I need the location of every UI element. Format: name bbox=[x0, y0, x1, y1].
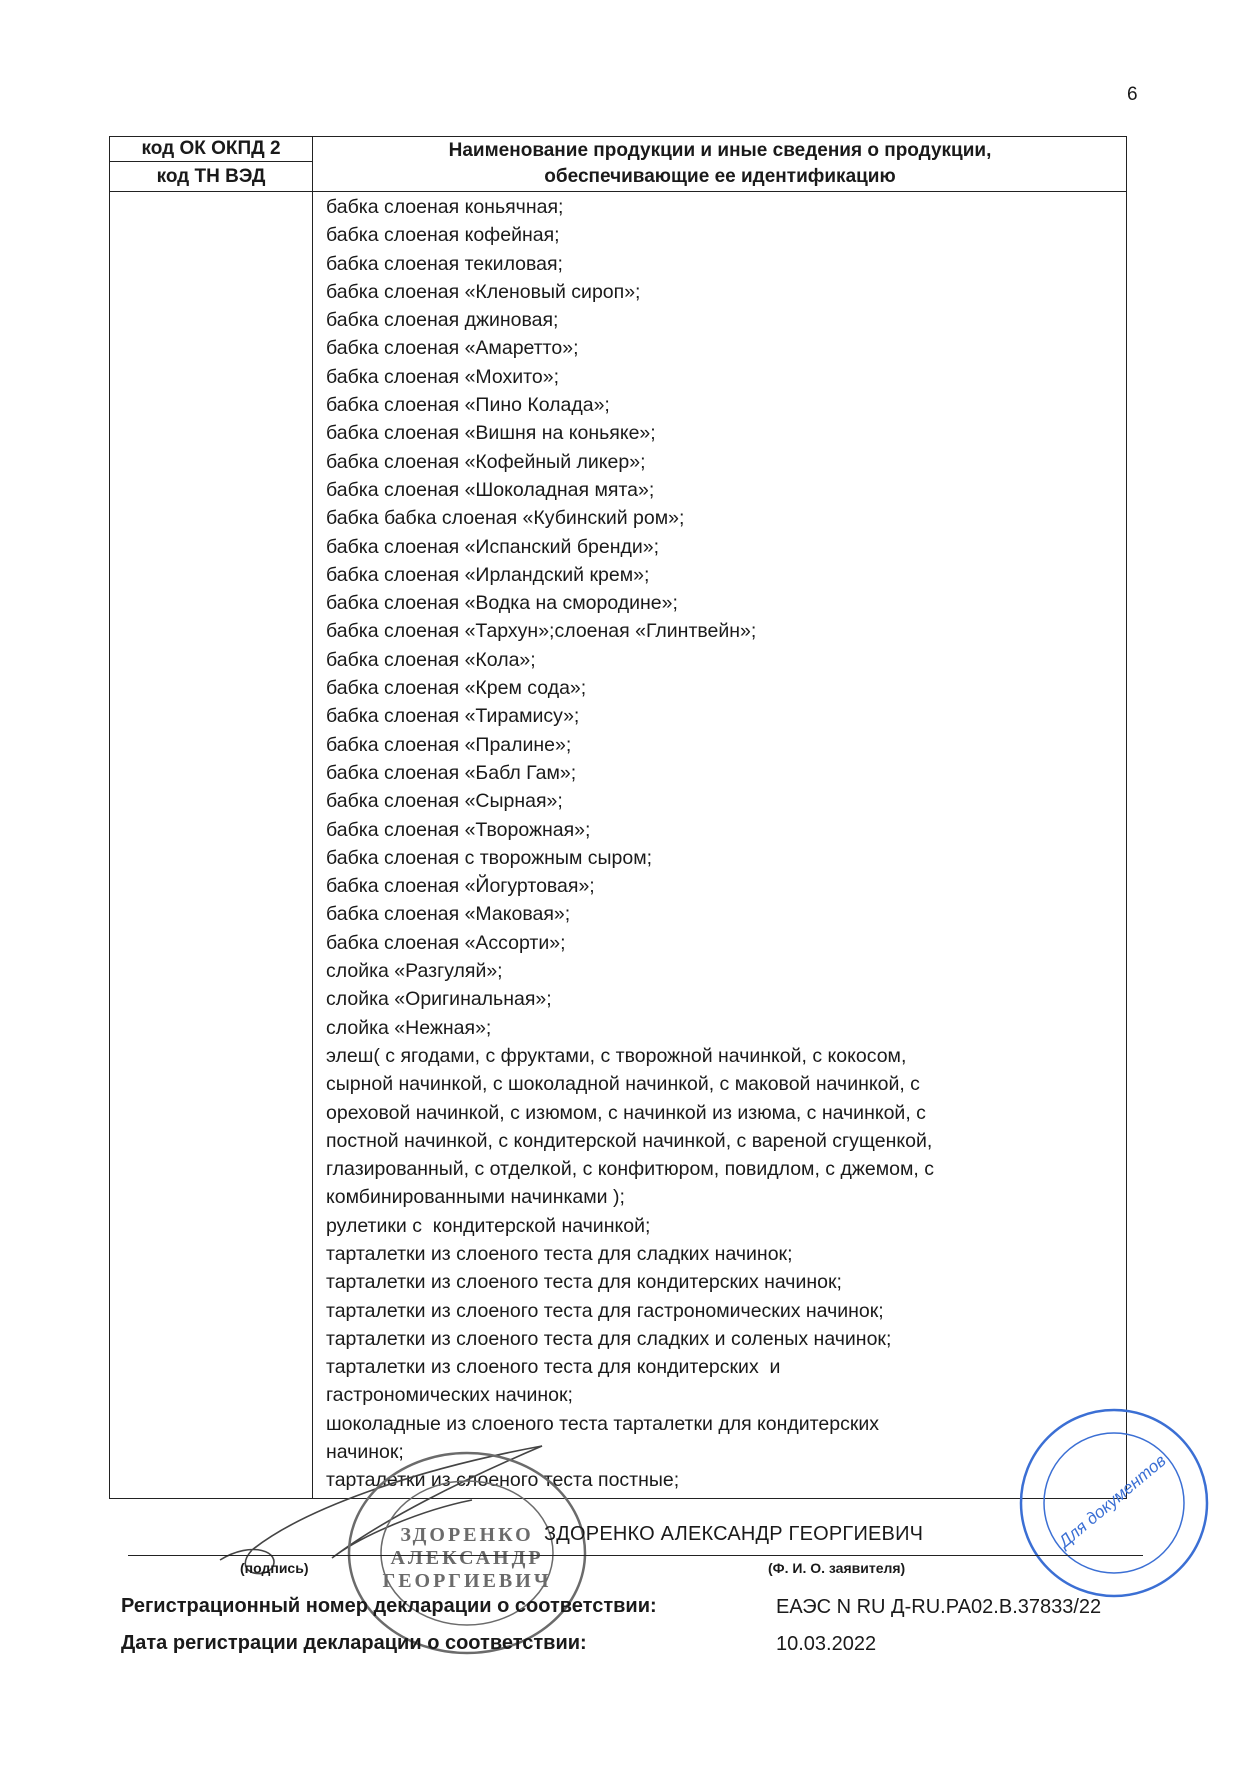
registration-date-value: 10.03.2022 bbox=[776, 1633, 877, 1655]
product-item: слойка «Разгуляй»; bbox=[326, 960, 503, 983]
registration-number-value: ЕАЭС N RU Д-RU.РА02.В.37833/22 bbox=[776, 1596, 1102, 1618]
product-item: бабка слоеная «Крем сода»; bbox=[326, 677, 587, 700]
product-item: бабка слоеная «Ассорти»; bbox=[326, 931, 566, 954]
header-bottom-border bbox=[110, 191, 1126, 192]
product-item: бабка слоеная «Мохито»; bbox=[326, 365, 559, 388]
header-product-name bbox=[314, 137, 1126, 191]
product-item: комбинированными начинками ); bbox=[326, 1186, 625, 1209]
signature-caption: (подпись) bbox=[240, 1560, 309, 1576]
svg-text:ЗДОРЕНКО: ЗДОРЕНКО bbox=[400, 1524, 534, 1546]
product-item: бабка слоеная кофейная; bbox=[326, 224, 560, 247]
product-item: бабка слоеная «Пралине»; bbox=[326, 733, 572, 756]
product-item: рулетики с кондитерской начинкой; bbox=[326, 1214, 651, 1237]
product-item: бабка слоеная «Тархун»;слоеная «Глинтвейн»; bbox=[326, 620, 757, 643]
product-table bbox=[109, 136, 1127, 1499]
product-item: бабка слоеная коньячная; bbox=[326, 196, 564, 218]
product-item: тарталетки из слоеного теста для кондитерских начинок; bbox=[326, 1271, 842, 1294]
product-item: гастрономических начинок; bbox=[326, 1384, 573, 1407]
product-item: бабка слоеная «Творожная»; bbox=[326, 818, 591, 841]
product-item: тарталетки из слоеного теста постные; bbox=[326, 1469, 680, 1492]
product-item: бабка слоеная джиновая; bbox=[326, 309, 559, 332]
product-item: бабка слоеная «Кофейный ликер»; bbox=[326, 450, 646, 473]
product-item: тарталетки из слоеного теста для кондитерских и bbox=[326, 1356, 781, 1379]
product-item: бабка слоеная «Шоколадная мята»; bbox=[326, 478, 655, 501]
svg-text:ГЕОРГИЕВИЧ: ГЕОРГИЕВИЧ bbox=[382, 1570, 552, 1592]
product-item: слойка «Нежная»; bbox=[326, 1016, 492, 1039]
product-item: глазированный, с отделкой, с конфитюром, повидлом, с джемом, с bbox=[326, 1158, 934, 1181]
name-caption: (Ф. И. О. заявителя) bbox=[768, 1560, 906, 1576]
product-item: бабка слоеная «Испанский бренди»; bbox=[326, 535, 660, 558]
registration-date-label: Дата регистрации декларации о соответствии: bbox=[121, 1632, 587, 1654]
product-item: бабка слоеная «Тирамису»; bbox=[326, 705, 580, 728]
header-product-name-line-2: обеспечивающие ее идентификацию bbox=[544, 166, 896, 187]
product-item: слойка «Оригинальная»; bbox=[326, 988, 552, 1011]
product-item: тарталетки из слоеного теста для гастрономических начинок; bbox=[326, 1299, 884, 1322]
product-item: бабка слоеная «Кленовый сироп»; bbox=[326, 280, 641, 303]
product-item: бабка слоеная «Амаретто»; bbox=[326, 337, 579, 360]
svg-text:АЛЕКСАНДР: АЛЕКСАНДР bbox=[390, 1547, 544, 1569]
product-item: тарталетки из слоеного теста для сладких и соленых начинок; bbox=[326, 1327, 892, 1350]
product-list bbox=[326, 193, 1116, 1495]
product-item: постной начинкой, с кондитерской начинкой, с вареной сгущенкой, bbox=[326, 1129, 933, 1152]
product-item: ореховой начинкой, с изюмом, с начинкой из изюма, с начинкой, с bbox=[326, 1101, 926, 1124]
seal-stamp bbox=[342, 1446, 592, 1661]
page-number: 6 bbox=[1127, 84, 1138, 105]
round-stamp bbox=[1017, 1406, 1211, 1600]
product-item: сырной начинкой, с шоколадной начинкой, с маковой начинкой, с bbox=[326, 1073, 920, 1096]
signature-line bbox=[128, 1555, 1143, 1556]
svg-text:Для документов: Для документов bbox=[1055, 1450, 1170, 1552]
product-item: бабка слоеная «Водка на смородине»; bbox=[326, 592, 678, 615]
product-item: бабка слоеная «Бабл Гам»; bbox=[326, 761, 577, 784]
registration-number-label: Регистрационный номер декларации о соответствии: bbox=[121, 1595, 657, 1617]
product-item: бабка слоеная «Пино Колада»; bbox=[326, 394, 610, 417]
header-tnved-code: код ТН ВЭД bbox=[156, 165, 266, 187]
product-item: тарталетки из слоеного теста для сладких начинок; bbox=[326, 1242, 793, 1265]
product-item: бабка бабка слоеная «Кубинский ром»; bbox=[326, 507, 685, 530]
product-item: бабка слоеная с творожным сыром; bbox=[326, 846, 653, 869]
product-item: бабка слоеная «Ирландский крем»; bbox=[326, 563, 650, 586]
product-item: начинок; bbox=[326, 1441, 404, 1464]
product-item: элеш( с ягодами, с фруктами, с творожной начинкой, с кокосом, bbox=[326, 1044, 907, 1067]
column-divider bbox=[312, 137, 313, 1498]
header-okpd-code: код ОК ОКПД 2 bbox=[141, 138, 281, 159]
product-item: бабка слоеная «Вишня на коньяке»; bbox=[326, 422, 656, 445]
product-item: бабка слоеная «Йогуртовая»; bbox=[326, 875, 595, 898]
product-item: бабка слоеная «Кола»; bbox=[326, 648, 536, 671]
applicant-name: ЗДОРЕНКО АЛЕКСАНДР ГЕОРГИЕВИЧ bbox=[544, 1523, 924, 1545]
header-product-name-line-1: Наименование продукции и иные сведения о продукции, bbox=[448, 140, 992, 161]
product-item: шоколадные из слоеного теста тарталетки для кондитерских bbox=[326, 1412, 880, 1435]
product-item: бабка слоеная «Сырная»; bbox=[326, 790, 563, 813]
product-item: бабка слоеная «Маковая»; bbox=[326, 903, 571, 926]
product-item: бабка слоеная текиловая; bbox=[326, 252, 563, 275]
